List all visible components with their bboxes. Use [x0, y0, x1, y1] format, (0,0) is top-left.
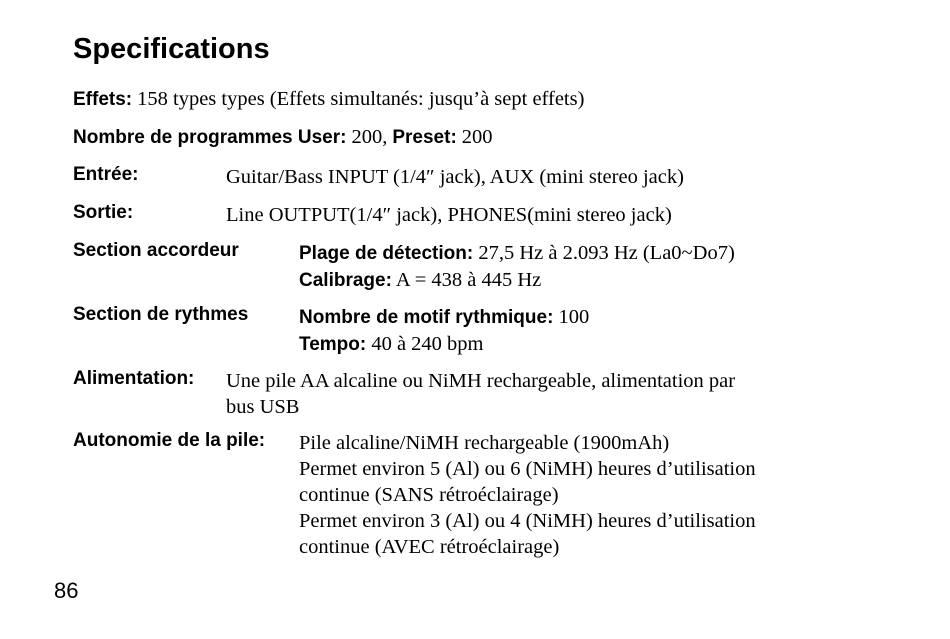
- spec-output: [73, 202, 873, 230]
- spec-rhythm-patterns-value: 100: [558, 306, 590, 328]
- spec-output-value: Line OUTPUT(1/4″ jack), PHONES(mini stereo jack): [226, 204, 672, 226]
- spec-rhythm: [73, 304, 873, 358]
- spec-programs-user-value: 200,: [351, 126, 388, 148]
- spec-power: [73, 368, 873, 422]
- spec-rhythm-tempo: [299, 331, 589, 358]
- spec-programs: [73, 126, 493, 149]
- spec-battery-line: Permet environ 3 (Al) ou 4 (NiMH) heures d’utilisation: [299, 510, 756, 532]
- spec-battery-line: continue (SANS rétroéclairage): [299, 484, 559, 506]
- spec-rhythm-tempo-label: Tempo:: [299, 334, 367, 355]
- spec-tuner-range-label: Plage de détection:: [299, 243, 474, 264]
- spec-rhythm-content: [299, 304, 589, 358]
- spec-tuner-content: [299, 240, 735, 294]
- spec-battery-line: Permet environ 5 (Al) ou 6 (NiMH) heures d’utilisation: [299, 458, 756, 480]
- spec-battery-label: Autonomie de la pile:: [73, 430, 266, 451]
- page-title: Specifications: [73, 33, 270, 65]
- spec-output-label: Sortie:: [73, 202, 134, 223]
- spec-effects-value: 158 types types (Effets simultanés: jusqu’à sept effets): [137, 88, 585, 110]
- spec-rhythm-patterns: [299, 304, 589, 331]
- spec-programs-label: Nombre de programmes User:: [73, 127, 347, 148]
- spec-power-line: bus USB: [226, 396, 300, 418]
- spec-power-content: [226, 368, 735, 420]
- spec-tuner-calibration-value: A = 438 à 445 Hz: [395, 269, 542, 291]
- spec-battery: [73, 430, 873, 564]
- spec-rhythm-patterns-label: Nombre de motif rythmique:: [299, 307, 554, 328]
- spec-input: [73, 164, 873, 192]
- spec-tuner-label: Section accordeur: [73, 240, 239, 261]
- spec-tuner: [73, 240, 873, 294]
- spec-battery-line: Pile alcaline/NiMH rechargeable (1900mAh): [299, 432, 670, 454]
- spec-programs-preset-value: 200: [461, 126, 493, 148]
- spec-power-line: Une pile AA alcaline ou NiMH rechargeable, alimentation par: [226, 370, 736, 392]
- spec-tuner-calibration: [299, 267, 735, 294]
- spec-input-value: Guitar/Bass INPUT (1/4″ jack), AUX (mini stereo jack): [226, 166, 684, 188]
- spec-effects: [73, 88, 584, 111]
- spec-battery-content: [299, 430, 756, 560]
- spec-programs-preset-label: Preset:: [392, 127, 457, 148]
- spec-input-label: Entrée:: [73, 164, 139, 185]
- page-number: 86: [54, 578, 79, 603]
- spec-rhythm-label: Section de rythmes: [73, 304, 249, 325]
- spec-power-label: Alimentation:: [73, 368, 195, 389]
- spec-tuner-range: [299, 240, 735, 267]
- spec-rhythm-tempo-value: 40 à 240 bpm: [371, 333, 484, 355]
- spec-battery-line: continue (AVEC rétroéclairage): [299, 536, 560, 558]
- spec-tuner-range-value: 27,5 Hz à 2.093 Hz (La0~Do7): [478, 242, 735, 264]
- spec-effects-label: Effets:: [73, 89, 133, 110]
- spec-tuner-calibration-label: Calibrage:: [299, 270, 392, 291]
